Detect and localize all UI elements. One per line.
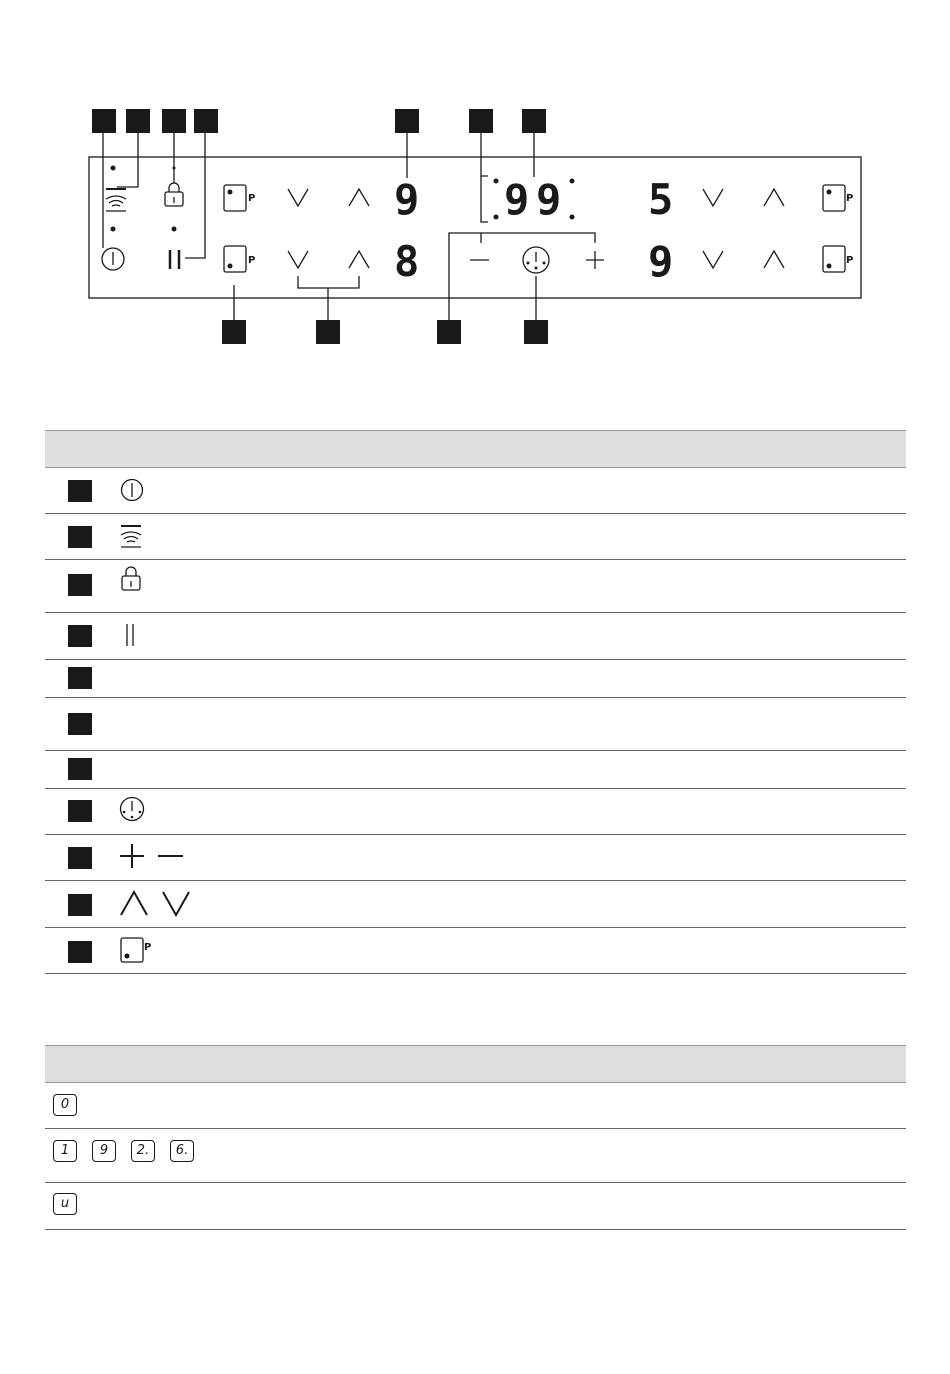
display-symbol: 0 <box>53 1094 77 1116</box>
lock-icon-dot <box>173 167 176 170</box>
timer-icon-dot <box>535 267 538 270</box>
powerboost-letter: P <box>248 255 256 266</box>
indicator-dot <box>111 166 116 171</box>
display-symbol: 2. <box>131 1140 155 1162</box>
powerboost-dot <box>228 190 233 195</box>
powerboost-dot <box>827 264 832 269</box>
callout-box-11 <box>524 320 548 344</box>
plus-icon[interactable] <box>586 251 604 269</box>
plus-minus-icon <box>119 843 189 871</box>
callout-line-2 <box>117 132 138 187</box>
row-number-box <box>68 574 92 596</box>
table-row <box>45 468 906 514</box>
callout-line-4 <box>185 132 205 258</box>
powerboost-box-left-bottom[interactable] <box>224 246 246 272</box>
row-number-box <box>68 526 92 548</box>
callout-box-7 <box>522 109 546 133</box>
callout-box-9 <box>316 320 340 344</box>
lock-icon <box>119 566 147 594</box>
display-symbol: 9 <box>92 1140 116 1162</box>
powerboost-letter: P <box>144 942 152 953</box>
sensor-field-table <box>45 430 906 974</box>
row-number-box <box>68 941 92 963</box>
display-symbol: 1 <box>53 1140 77 1162</box>
callout-box-4 <box>194 109 218 133</box>
table-row <box>45 560 906 613</box>
left-bottom-down-arrow[interactable] <box>288 251 308 268</box>
timer-display-digit-1: 9 <box>504 175 530 224</box>
control-panel-diagram <box>0 0 950 360</box>
powerboost-letter: P <box>248 193 256 204</box>
indicator-dot <box>172 227 177 232</box>
table-row <box>45 881 906 928</box>
right-top-down-arrow[interactable] <box>703 189 723 206</box>
lock-icon <box>165 183 183 206</box>
callout-box-6 <box>469 109 493 133</box>
left-bottom-up-arrow[interactable] <box>349 251 369 268</box>
row-number-box <box>68 713 92 735</box>
callout-line-6b <box>481 176 488 222</box>
left-top-up-arrow[interactable] <box>349 189 369 206</box>
row-number-box <box>68 894 92 916</box>
indicator-dot <box>494 215 499 220</box>
callout-line-9 <box>298 276 359 288</box>
row-number-box <box>68 758 92 780</box>
callout-box-2 <box>126 109 150 133</box>
callout-box-5 <box>395 109 419 133</box>
power-icon <box>119 478 147 504</box>
callout-box-8 <box>222 320 246 344</box>
callout-line-10 <box>449 233 595 320</box>
right-top-display: 5 <box>648 175 674 224</box>
table-header <box>45 430 906 468</box>
row-number-box <box>68 480 92 502</box>
callout-line-6 <box>481 132 488 176</box>
callout-box-3 <box>162 109 186 133</box>
display-symbol: 6. <box>170 1140 194 1162</box>
table-row <box>45 835 906 881</box>
hob2hood-icon <box>119 522 149 550</box>
callout-box-1 <box>92 109 116 133</box>
powerboost-box-right-top[interactable] <box>823 185 845 211</box>
right-top-up-arrow[interactable] <box>764 189 784 206</box>
right-bottom-down-arrow[interactable] <box>703 251 723 268</box>
power-icon <box>102 248 124 270</box>
display-table <box>45 1045 906 1230</box>
pause-icon <box>170 250 179 269</box>
powerboost-letter: P <box>846 255 854 266</box>
row-number-box <box>68 625 92 647</box>
table-row <box>45 698 906 751</box>
table-row <box>45 1129 906 1183</box>
powerboost-box-left-top[interactable] <box>224 185 246 211</box>
left-top-display: 9 <box>394 175 420 224</box>
table-row <box>45 751 906 789</box>
powerboost-box-right-bottom[interactable] <box>823 246 845 272</box>
table-row <box>45 660 906 698</box>
up-down-icon <box>119 888 197 918</box>
hob2hood-icon <box>106 189 126 211</box>
right-bottom-display: 9 <box>648 237 674 286</box>
indicator-dot <box>570 215 575 220</box>
display-symbol: u <box>53 1193 77 1215</box>
timer-icon-dot <box>543 262 546 265</box>
row-number-box <box>68 667 92 689</box>
callout-box-10 <box>437 320 461 344</box>
table-header <box>45 1045 906 1083</box>
indicator-dot <box>111 227 116 232</box>
table-row <box>45 514 906 560</box>
row-number-box <box>68 800 92 822</box>
timer-icon-dot <box>527 262 530 265</box>
powerboost-dot <box>827 190 832 195</box>
table-row <box>45 1083 906 1129</box>
right-bottom-up-arrow[interactable] <box>764 251 784 268</box>
table-row <box>45 1183 906 1230</box>
left-top-down-arrow[interactable] <box>288 189 308 206</box>
pause-icon <box>119 622 143 650</box>
table-row <box>45 928 906 974</box>
timer-display-digit-2: 9 <box>536 175 562 224</box>
powerboost-letter: P <box>846 193 854 204</box>
timer-icon <box>119 796 149 824</box>
powerboost-dot <box>228 264 233 269</box>
left-bottom-display: 8 <box>394 237 420 286</box>
powerboost-icon <box>119 936 159 966</box>
indicator-dot <box>494 179 499 184</box>
table-row <box>45 789 906 835</box>
indicator-dot <box>570 179 575 184</box>
table-row <box>45 613 906 660</box>
row-number-box <box>68 847 92 869</box>
